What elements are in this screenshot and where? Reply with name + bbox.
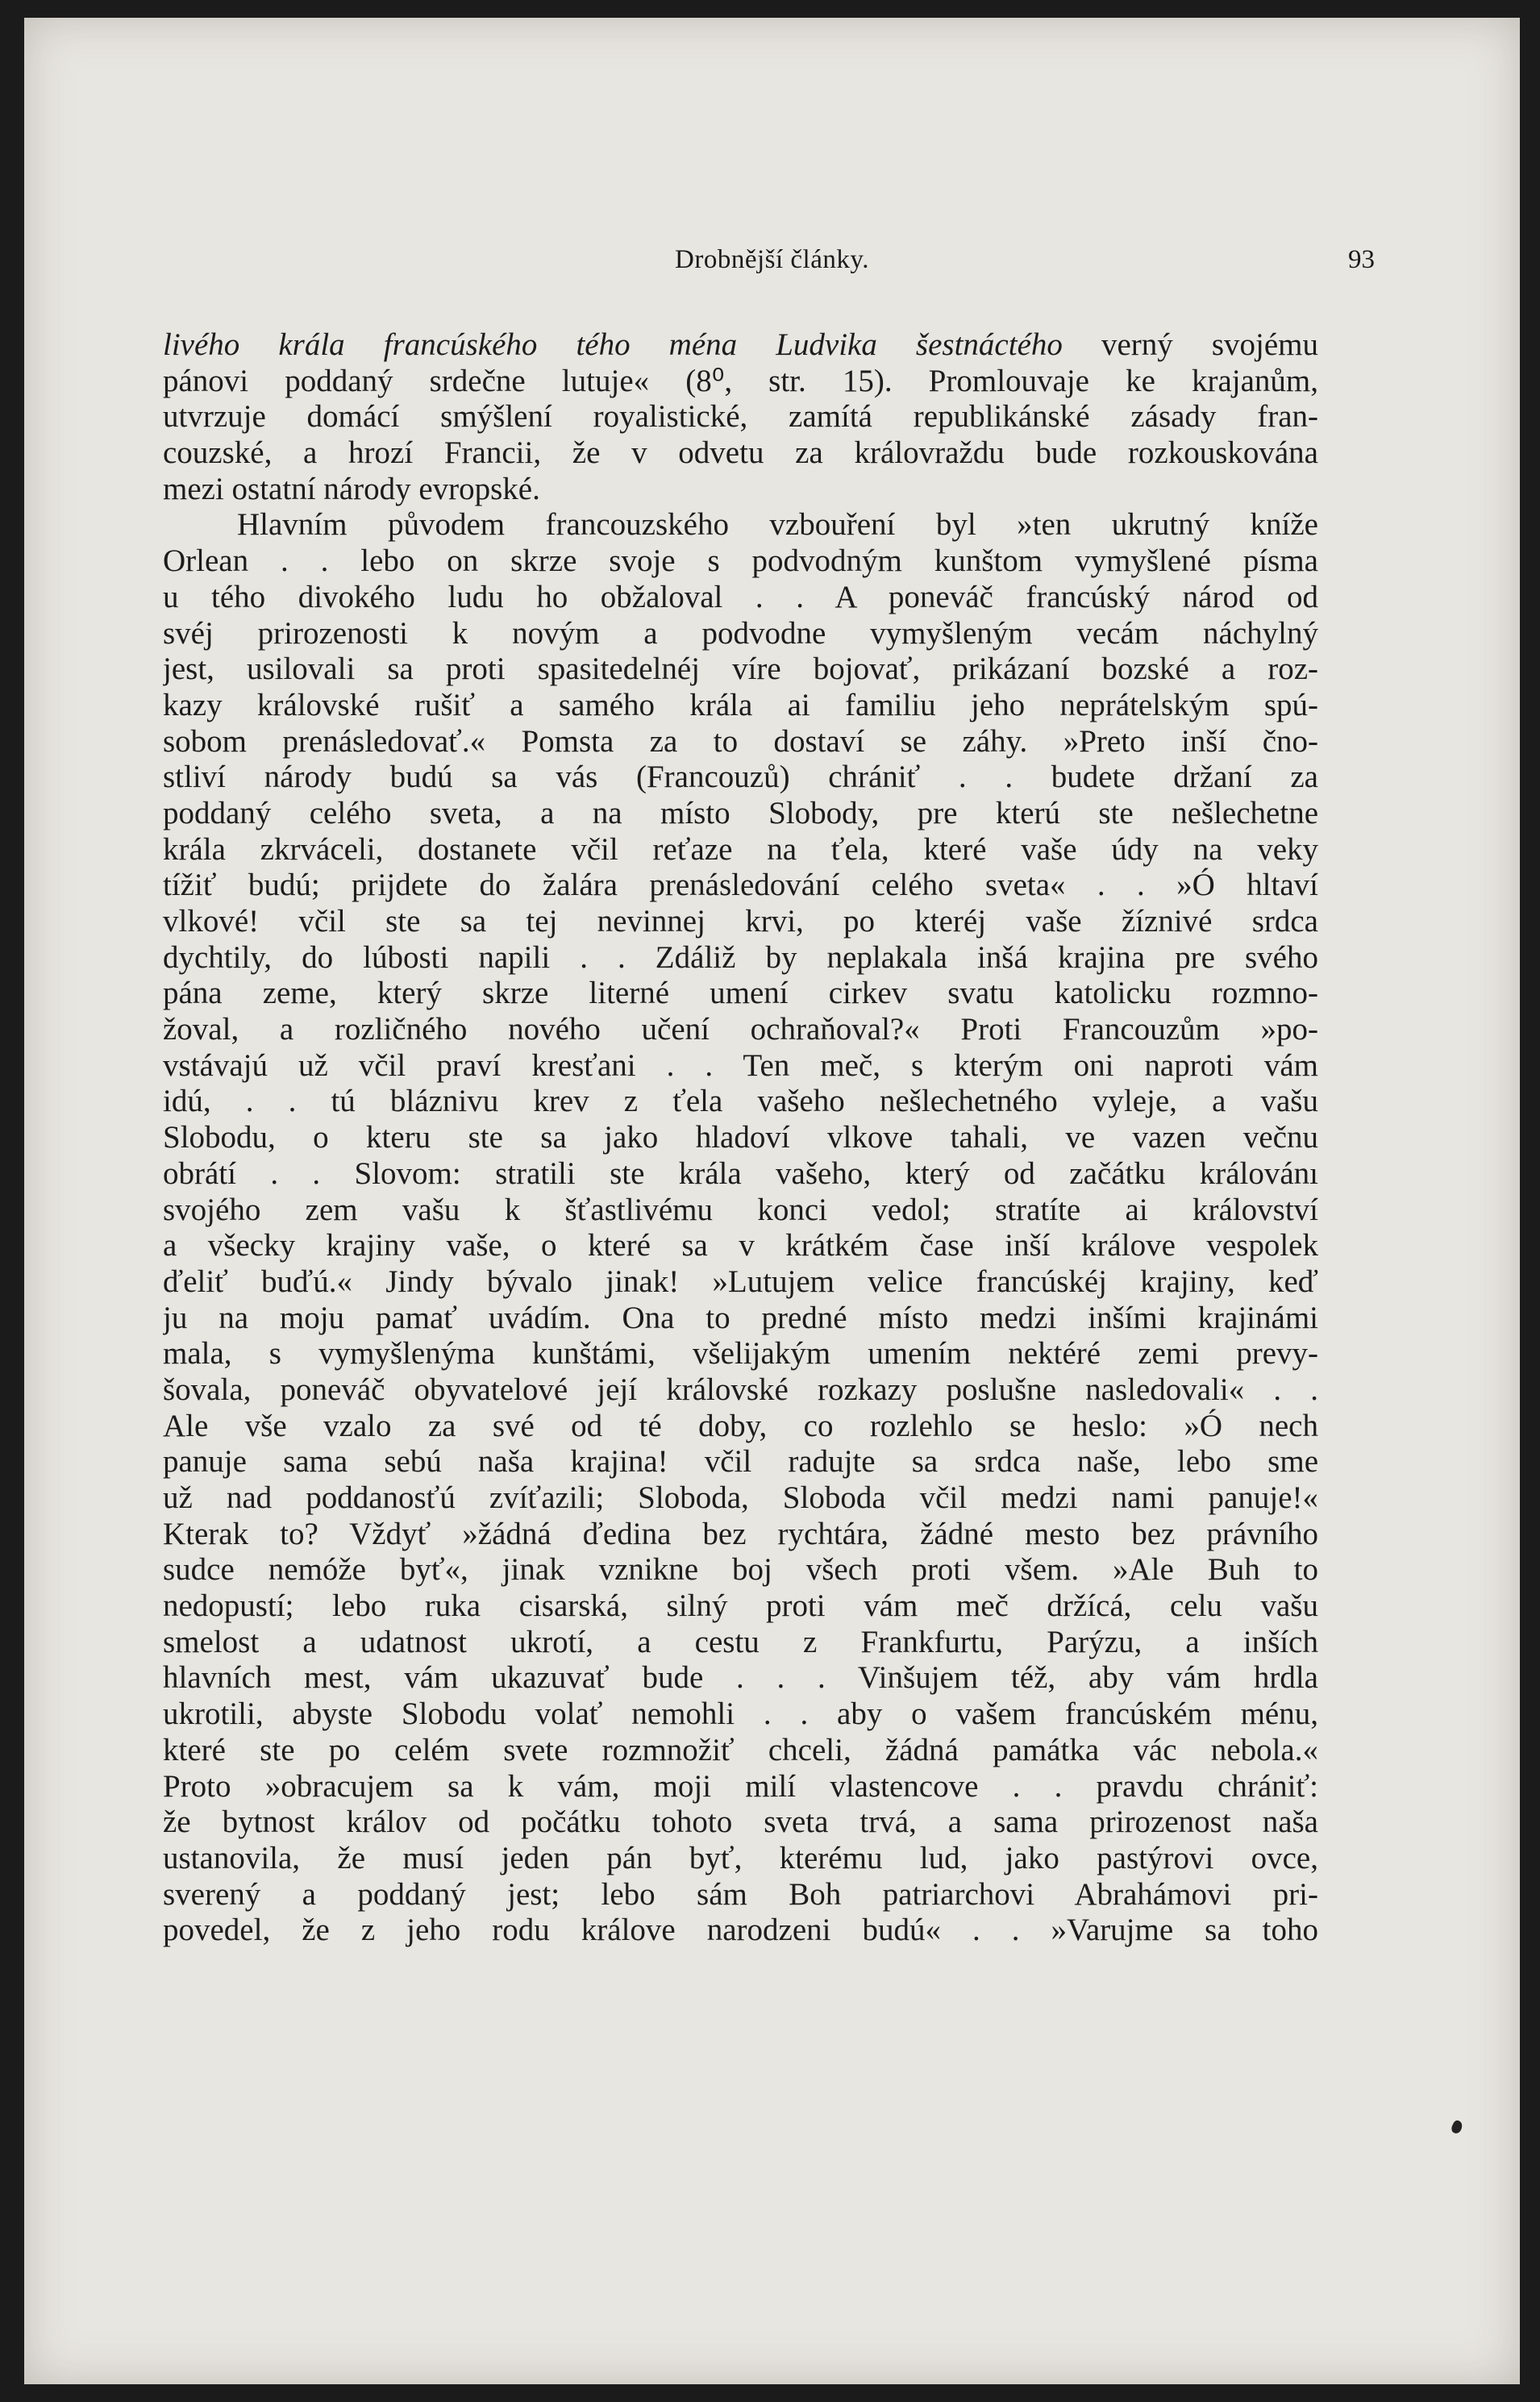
text-line bbox=[163, 904, 1318, 940]
text-line bbox=[163, 543, 1318, 580]
line-text: Orlean . . lebo on skrze svoje s podvodným kunštom vymyšlené písma bbox=[163, 543, 1318, 579]
line-text: Slobodu, o kteru ste sa jako hladoví vlkove tahali, ve vazen večnu bbox=[163, 1120, 1318, 1155]
text-line bbox=[163, 507, 1318, 543]
line-text: svojého zem vašu k šťastlivému konci vedol; stratíte ai království bbox=[163, 1192, 1318, 1227]
line-text: ju na moju pamať uvádím. Ona to predné místo medzi inšími krajinámi bbox=[163, 1300, 1318, 1335]
line-text: hlavních mest, vám ukazuvať bude . . . Vinšujem též, aby vám hrdla bbox=[163, 1660, 1318, 1696]
line-text: krála zkrváceli, dostanete včil reťaze na ťela, které vaše údy na veky bbox=[163, 831, 1318, 867]
italic-text: livého krála francúského tého ména Ludvika šestnáctého bbox=[163, 327, 1063, 362]
line-text: že bytnost králov od počátku tohoto sveta trvá, a sama prirozenost naša bbox=[163, 1805, 1318, 1840]
text-line bbox=[163, 616, 1318, 652]
text-line bbox=[163, 1625, 1318, 1661]
line-text: u tého divokého ludu ho obžaloval . . A poneváč francúský národ od bbox=[163, 579, 1318, 614]
text-line bbox=[163, 1120, 1318, 1156]
line-text: mala, s vymyšlenýma kunštámi, všelijakým umením nektéré zemi prevy- bbox=[163, 1336, 1318, 1372]
line-text: kazy královské rušiť a samého krála ai familiu jeho neprátelským spú- bbox=[163, 687, 1318, 722]
scanned-page bbox=[24, 18, 1520, 2384]
line-text: nedopustí; lebo ruka cisarská, silný proti vám meč držícá, celu vašu bbox=[163, 1588, 1318, 1624]
text-line bbox=[163, 1012, 1318, 1048]
text-line bbox=[163, 724, 1318, 760]
line-text: stliví národy budú sa vás (Francouzů) chrániť . . budete držaní za bbox=[163, 760, 1318, 795]
text-line bbox=[163, 472, 1318, 508]
running-header bbox=[24, 245, 1520, 293]
line-text: dychtily, do lúbosti napili . . Zdáliž by neplakala inšá krajina pre svého bbox=[163, 939, 1318, 975]
text-line bbox=[163, 1048, 1318, 1084]
line-text: mezi ostatní národy evropské. bbox=[163, 471, 540, 506]
line-text: pána zeme, který skrze literné umení cirkev svatu katolicku rozmno- bbox=[163, 976, 1318, 1011]
line-text: panuje sama sebú naša krajina! včil radujte sa srdca naše, lebo sme bbox=[163, 1444, 1318, 1480]
text-line bbox=[163, 1228, 1318, 1264]
text-line bbox=[163, 1264, 1318, 1301]
text-line bbox=[163, 651, 1318, 688]
line-text: už nad poddanosťú zvíťazili; Sloboda, Sloboda včil medzi nami panuje!« bbox=[163, 1480, 1318, 1515]
line-text: žoval, a rozličného nového učení ochraňoval?« Proti Francouzům »po- bbox=[163, 1012, 1318, 1047]
line-text: ustanovila, že musí jeden pán byť, kterému lud, jako pastýrovi ovce, bbox=[163, 1840, 1318, 1875]
line-text: povedel, že z jeho rodu králove narodzeni budú« . . »Varujme sa toho bbox=[163, 1913, 1318, 1948]
text-line bbox=[163, 1877, 1318, 1913]
text-line bbox=[163, 1517, 1318, 1553]
text-line bbox=[163, 1480, 1318, 1517]
text-line bbox=[163, 1588, 1318, 1625]
text-line bbox=[163, 688, 1318, 724]
line-text: Proto »obracujem sa k vám, moji milí vlastencove . . pravdu chrániť: bbox=[163, 1768, 1318, 1804]
body-text bbox=[163, 327, 1318, 1949]
line-text: Ale vše vzalo za své od té doby, co rozlehlo se heslo: »Ó nech bbox=[163, 1408, 1318, 1443]
text-line bbox=[163, 1372, 1318, 1409]
ink-blot bbox=[1450, 2119, 1464, 2135]
text-line bbox=[163, 580, 1318, 616]
line-text: sverený a poddaný jest; lebo sám Boh patriarchovi Abrahámovi pri- bbox=[163, 1876, 1318, 1912]
page-number: 93 bbox=[1348, 245, 1375, 274]
text-line bbox=[163, 1193, 1318, 1229]
text-line bbox=[163, 1696, 1318, 1733]
text-line bbox=[163, 399, 1318, 435]
text-line bbox=[163, 327, 1318, 364]
line-text: ďeliť buďú.« Jindy bývalo jinak! »Lutujem velice francúskéj krajiny, keď bbox=[163, 1263, 1318, 1299]
text-line bbox=[163, 868, 1318, 904]
line-text: smelost a udatnost ukrotí, a cestu z Frankfurtu, Parýzu, a inších bbox=[163, 1624, 1318, 1659]
line-text: sobom prenásledovať.« Pomsta za to dostaví se záhy. »Preto inší čno- bbox=[163, 723, 1318, 759]
text-line bbox=[163, 1409, 1318, 1445]
text-line bbox=[163, 1841, 1318, 1877]
text-line bbox=[163, 796, 1318, 832]
line-text: obrátí . . Slovom: stratili ste krála vašeho, který od začátku královánı bbox=[163, 1155, 1318, 1191]
text-line bbox=[163, 760, 1318, 796]
text-line bbox=[163, 1660, 1318, 1696]
text-line bbox=[163, 1769, 1318, 1805]
line-text: jest, usilovali sa proti spasitedelnéj víre bojovať, prikázaní bozské a roz- bbox=[163, 651, 1318, 687]
line-text: utvrzuje domácí smýšlení royalistické, zamítá republikánské zásady fran- bbox=[163, 399, 1318, 435]
text-line bbox=[163, 1301, 1318, 1337]
line-text: které ste po celém svete rozmnožiť chceli, žádná památka vác nebola.« bbox=[163, 1732, 1318, 1767]
line-text: šovala, poneváč obyvatelové její královské rozkazy poslušne nasledovali« . . bbox=[163, 1372, 1318, 1407]
text-line bbox=[163, 832, 1318, 868]
line-text: verný svojému bbox=[1062, 327, 1318, 362]
line-text: vstávajú už včil praví kresťani . . Ten meč, s kterým oni naproti vám bbox=[163, 1047, 1318, 1083]
line-text: Kterak to? Vždyť »žádná ďedina bez rychtára, žádné mesto bez právního bbox=[163, 1516, 1318, 1551]
text-line bbox=[163, 1084, 1318, 1120]
text-line bbox=[163, 435, 1318, 472]
text-line bbox=[163, 1552, 1318, 1588]
text-line bbox=[163, 1733, 1318, 1769]
line-text: a všecky krajiny vaše, o které sa v krátkém čase inší králove vespolek bbox=[163, 1228, 1318, 1263]
line-text: idú, . . tú bláznivu krev z ťela vašeho nešlechetného vyleje, a vašu bbox=[163, 1084, 1318, 1119]
line-text: poddaný celého sveta, a na místo Slobody, pre kterú ste nešlechetne bbox=[163, 795, 1318, 831]
text-line bbox=[163, 940, 1318, 976]
text-line bbox=[163, 364, 1318, 400]
line-text: couzské, a hrozí Francii, že v odvetu za královraždu bude rozkouskována bbox=[163, 435, 1318, 471]
text-line bbox=[163, 1913, 1318, 1949]
text-line bbox=[163, 1156, 1318, 1193]
text-line bbox=[163, 1444, 1318, 1480]
line-text: tížiť budú; prijdete do žalára prenásledování celého sveta« . . »Ó hltaví bbox=[163, 868, 1318, 903]
line-text: sudce nemóže byť«, jinak vznikne boj všech proti všem. »Ale Buh to bbox=[163, 1552, 1318, 1588]
text-line bbox=[163, 1336, 1318, 1372]
text-line bbox=[163, 976, 1318, 1012]
line-text: ukrotili, abyste Slobodu volať nemohli . . aby o vašem francúském ménu, bbox=[163, 1696, 1318, 1732]
header-title: Drobnější články. bbox=[675, 245, 869, 274]
line-text: vlkové! včil ste sa tej nevinnej krvi, po kteréj vaše žíznivé srdca bbox=[163, 904, 1318, 939]
text-line bbox=[163, 1805, 1318, 1841]
line-text: svéj prirozenosti k novým a podvodne vymyšleným vecám náchylný bbox=[163, 615, 1318, 651]
line-text: Hlavním původem francouzského vzbouření byl »ten ukrutný kníže bbox=[237, 507, 1318, 543]
line-text: pánovi poddaný srdečne lutuje« (8⁰, str. 15). Promlouvaje ke krajanům, bbox=[163, 363, 1318, 398]
